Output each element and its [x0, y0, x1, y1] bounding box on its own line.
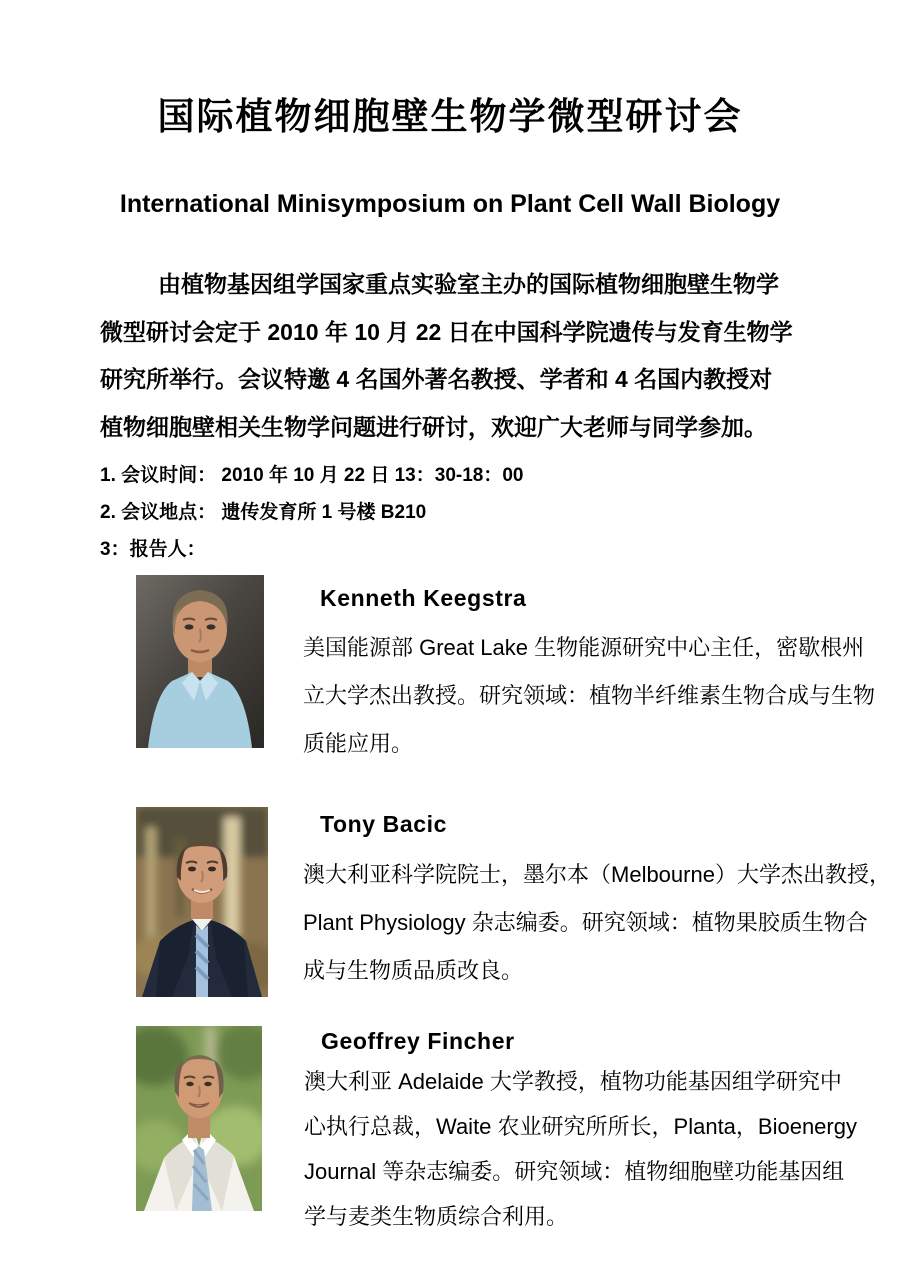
- speaker-row-kenneth-keegstra: [136, 575, 876, 768]
- speakers-heading-item: 3：报告人：: [100, 539, 206, 560]
- speaker-info-geoffrey-fincher: [304, 1026, 857, 1239]
- meeting-location-item: 2. 会议地点： 遗传发育所 1 号楼 B210: [100, 502, 427, 523]
- bio-line: 澳大利亚科学院院士，墨尔本（Melbourne）大学杰出教授，: [303, 862, 891, 887]
- speakers-section: [136, 575, 891, 1239]
- bio-line: 心执行总裁，Waite 农业研究所所长，Planta，Bioenergy: [304, 1114, 857, 1139]
- bio-line: 成与生物质品质改良。: [303, 958, 524, 983]
- intro-line: 植物细胞壁相关生物学问题进行研讨，欢迎广大老师与同学参加。: [100, 413, 767, 440]
- intro-line: 微型研讨会定于 2010 年 10 月 22 日在中国科学院遗传与发育生物学: [100, 318, 793, 345]
- bio-line: 学与麦类生物质综合利用。: [304, 1204, 569, 1229]
- meeting-details-list: [100, 457, 900, 568]
- speaker-name: Geoffrey Fincher: [321, 1028, 515, 1054]
- bio-line: 美国能源部 Great Lake 生物能源研究中心主任，密歇根州: [303, 635, 865, 660]
- speaker-row-geoffrey-fincher: [136, 1026, 857, 1239]
- meeting-time-item: 1. 会议时间： 2010 年 10 月 22 日 13：30-18：00: [100, 465, 524, 486]
- speaker-bio: [303, 624, 876, 768]
- speaker-photo-geoffrey-fincher: [136, 1026, 262, 1211]
- intro-paragraph: [100, 261, 808, 451]
- bio-line: Journal 等杂志编委。研究领域：植物细胞壁功能基因组: [304, 1159, 845, 1184]
- speaker-info-kenneth-keegstra: [303, 583, 876, 768]
- speaker-bio: [304, 1059, 857, 1239]
- bio-line: 立大学杰出教授。研究领域：植物半纤维素生物合成与生物: [303, 683, 876, 708]
- bio-line: 澳大利亚 Adelaide 大学教授，植物功能基因组学研究中: [304, 1069, 842, 1094]
- bio-line: 质能应用。: [303, 731, 414, 756]
- speaker-name: Kenneth Keegstra: [320, 585, 527, 611]
- intro-line: 研究所举行。会议特邀 4 名国外著名教授、学者和 4 名国内教授对: [100, 366, 773, 392]
- speaker-name: Tony Bacic: [320, 811, 447, 837]
- bio-line: Plant Physiology 杂志编委。研究领域：植物果胶质生物合: [303, 910, 868, 935]
- speaker-bio: [303, 851, 891, 995]
- page-subtitle: International Minisymposium on Plant Cell Wall Biology: [119, 190, 781, 218]
- speaker-info-tony-bacic: [303, 809, 891, 995]
- page-title: 国际植物细胞壁生物学微型研讨会: [157, 96, 743, 137]
- speaker-row-tony-bacic: [136, 807, 891, 997]
- intro-line: 由植物基因组学国家重点实验室主办的国际植物细胞壁生物学: [158, 271, 779, 297]
- speaker-photo-kenneth-keegstra: [136, 575, 264, 748]
- speaker-photo-tony-bacic: [136, 807, 268, 997]
